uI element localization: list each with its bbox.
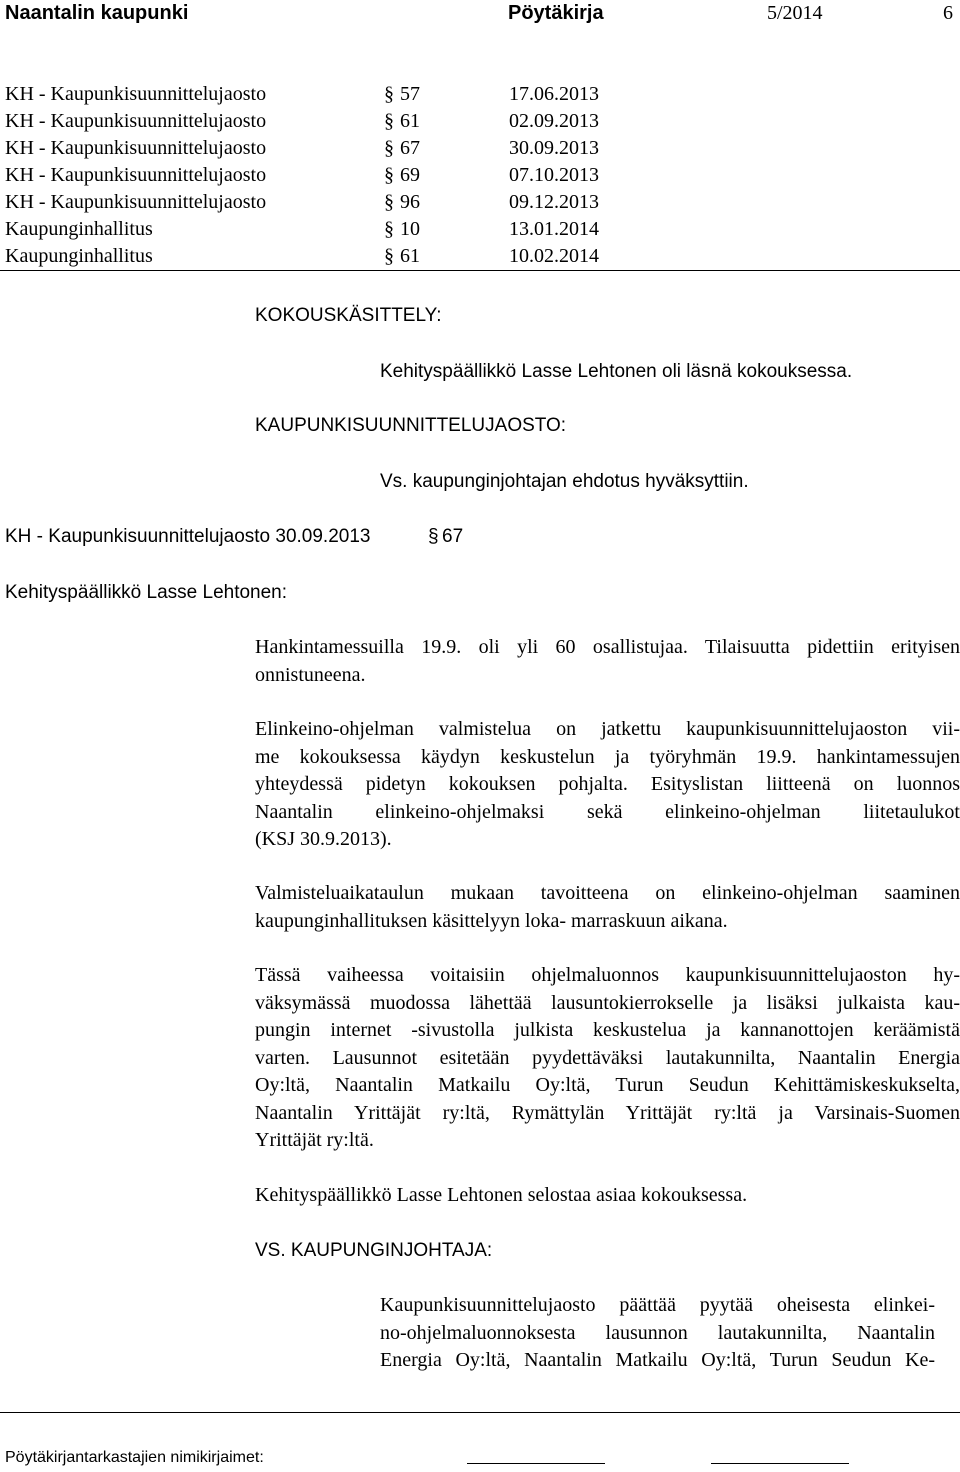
history-number: 10	[400, 218, 420, 240]
section-sign: §	[384, 245, 394, 267]
history-body: KH - Kaupunkisuunnittelujaosto	[5, 110, 267, 132]
history-number: 67	[400, 137, 420, 159]
history-body: Kaupunginhallitus	[5, 245, 153, 267]
history-body: KH - Kaupunkisuunnittelujaosto	[5, 164, 267, 186]
section-sign: §	[384, 191, 394, 213]
history-date: 13.01.2014	[509, 218, 599, 240]
paragraph-lausuntokierros	[255, 962, 960, 1155]
paragraph-line: onnistuneena.	[255, 663, 366, 686]
history-body: Kaupunginhallitus	[5, 218, 153, 240]
paragraph-line: kaupunginhallituksen käsittelyyn loka- marraskuun aikana.	[255, 909, 728, 932]
section-sign: §	[384, 164, 394, 186]
history-number: 61	[400, 110, 420, 132]
header-page-number: 6	[943, 2, 953, 24]
paragraph-line: Kehityspäällikkö Lasse Lehtonen selostaa asiaa kokouksessa.	[255, 1184, 748, 1206]
history-date: 10.02.2014	[509, 245, 599, 267]
section-sign: §	[384, 137, 394, 159]
history-number: 61	[400, 245, 420, 267]
history-body: KH - Kaupunkisuunnittelujaosto	[5, 137, 267, 159]
proposal-text	[380, 1292, 935, 1375]
header-municipality: Naantalin kaupunki	[5, 2, 189, 24]
paragraph-line: Hankintamessuilla 19.9. oli yli 60 osallistujaa. Tilaisuutta pidettiin erityisen	[255, 636, 960, 658]
paragraph-aikataulu	[255, 880, 960, 935]
paragraph-line: Naantalin elinkeino-ohjelmaksi sekä elinkeino-ohjelman liitetaulukot	[255, 800, 960, 823]
section-sign: §	[384, 110, 394, 132]
paragraph-line: Yrittäjät ry:ltä.	[255, 1129, 374, 1151]
kokouskasittely-heading: KOKOUSKÄSITTELY:	[255, 305, 442, 326]
meeting-reference: KH - Kaupunkisuunnittelujaosto 30.09.2013	[5, 526, 371, 547]
proposal-line: no-ohjelmaluonnoksesta lausunnon lautakunnilta, Naantalin	[380, 1321, 935, 1344]
history-number: 69	[400, 164, 420, 186]
history-body: KH - Kaupunkisuunnittelujaosto	[5, 191, 267, 213]
proposal-heading: VS. KAUPUNGINJOHTAJA:	[255, 1240, 493, 1261]
history-date: 07.10.2013	[509, 164, 599, 186]
paragraph-hankintamessut	[255, 634, 960, 689]
header-doc-type: Pöytäkirja	[508, 2, 604, 24]
history-number: 96	[400, 191, 420, 213]
signature-line	[711, 1463, 849, 1464]
history-body: KH - Kaupunkisuunnittelujaosto	[5, 83, 267, 105]
history-number: 57	[400, 83, 420, 105]
paragraph-selostus	[255, 1182, 960, 1210]
footer-label: Pöytäkirjantarkastajien nimikirjaimet:	[5, 1449, 264, 1466]
history-date: 17.06.2013	[509, 83, 599, 105]
section-sign: §	[384, 218, 394, 240]
jaosto-decision: Vs. kaupunginjohtajan ehdotus hyväksyttiin.	[380, 471, 749, 492]
paragraph-line: varten. Lausunnot esitetään pyydettäväksi lautakunnilta, Naantalin Energia	[255, 1046, 960, 1069]
meeting-reference-number: 67	[442, 526, 464, 547]
presenter-label: Kehityspäällikkö Lasse Lehtonen:	[5, 582, 288, 603]
meeting-reference-section-sign: §	[428, 526, 439, 547]
footer-divider	[0, 1412, 960, 1413]
paragraph-line: Valmisteluaikataulun mukaan tavoitteena on elinkeino-ohjelman saaminen	[255, 882, 960, 904]
section-sign: §	[384, 83, 394, 105]
signature-line	[467, 1463, 605, 1464]
paragraph-line: yhteydessä pidetyn kokouksen pohjalta. Esityslistan liitteenä on luonnos	[255, 773, 960, 795]
history-date: 02.09.2013	[509, 110, 599, 132]
paragraph-line: Tässä vaiheessa voitaisiin ohjelmaluonnos kaupunkisuunnittelujaoston hy-	[255, 964, 960, 986]
proposal-line: Kaupunkisuunnittelujaosto päättää pyytää oheisesta elinkei-	[380, 1294, 935, 1316]
paragraph-line: (KSJ 30.9.2013).	[255, 828, 392, 850]
header-issue: 5/2014	[767, 2, 823, 24]
paragraph-line: Naantalin Yrittäjät ry:ltä, Rymättylän Yrittäjät ry:ltä ja Varsinais-Suomen	[255, 1101, 960, 1124]
paragraph-valmistelu	[255, 716, 960, 854]
paragraph-line: Oy:ltä, Naantalin Matkailu Oy:ltä, Turun Seudun Kehittämiskeskukselta,	[255, 1074, 960, 1096]
kokouskasittely-text: Kehityspäällikkö Lasse Lehtonen oli läsnä kokouksessa.	[380, 361, 853, 382]
history-date: 09.12.2013	[509, 191, 599, 213]
paragraph-line: pungin internet -sivustolla julkista keskustelua ja kannanottojen keräämistä	[255, 1019, 960, 1041]
history-divider	[0, 270, 960, 271]
history-date: 30.09.2013	[509, 137, 599, 159]
proposal-line: Energia Oy:ltä, Naantalin Matkailu Oy:ltä, Turun Seudun Ke-	[380, 1349, 935, 1371]
paragraph-line: me kokouksessa käydyn keskustelun ja työryhmän 19.9. hankintamessujen	[255, 745, 960, 768]
paragraph-line: väksymässä muodossa lähettää lausuntokierrokselle ja lisäksi julkaista kau-	[255, 991, 960, 1014]
paragraph-line: Elinkeino-ohjelman valmistelua on jatkettu kaupunkisuunnittelujaoston vii-	[255, 718, 960, 740]
jaosto-heading: KAUPUNKISUUNNITTELUJAOSTO:	[255, 415, 567, 436]
